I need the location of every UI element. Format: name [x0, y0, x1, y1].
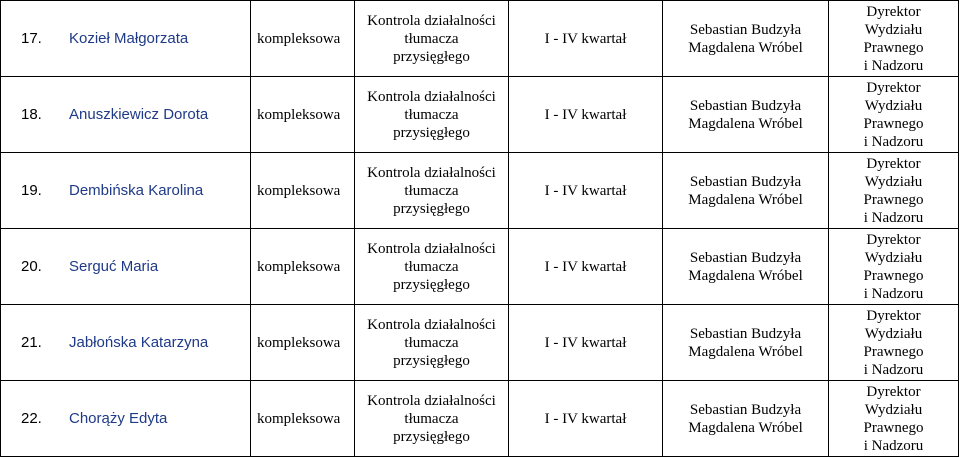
unit-line: Dyrektor: [866, 231, 921, 248]
translator-name: Dembińska Karolina: [69, 181, 204, 199]
unit-line: Dyrektor: [866, 155, 921, 172]
inspectors: [663, 77, 829, 153]
unit-line: i Nadzoru: [863, 209, 924, 226]
translator-cell: [1, 1, 251, 77]
table-row: [1, 1, 959, 77]
inspector-name: Sebastian Budzyła: [689, 173, 802, 190]
subject-line: tłumacza: [404, 30, 459, 47]
inspection-period: I - IV kwartał: [509, 305, 663, 381]
inspector-name: Sebastian Budzyła: [689, 21, 802, 38]
subject-line: tłumacza: [404, 258, 459, 275]
table-body: [1, 1, 959, 457]
responsible-unit: [829, 1, 959, 77]
translator-name: Serguć Maria: [69, 257, 159, 275]
unit-line: Wydziału: [864, 97, 923, 114]
inspectors: [663, 381, 829, 457]
inspector-name: Magdalena Wróbel: [688, 419, 803, 436]
translator-name: Chorąży Edyta: [69, 409, 168, 427]
subject-line: Kontrola działalności: [367, 240, 496, 257]
inspection-type: kompleksowa: [251, 1, 355, 77]
row-number: 17.: [21, 29, 42, 47]
subject-line: tłumacza: [404, 334, 459, 351]
subject-line: przysięgłego: [393, 352, 470, 369]
inspection-subject: [355, 1, 509, 77]
translator-cell: [1, 229, 251, 305]
row-number: 22.: [21, 409, 42, 427]
subject-line: tłumacza: [404, 410, 459, 427]
responsible-unit: [829, 381, 959, 457]
responsible-unit: [829, 229, 959, 305]
subject-line: tłumacza: [404, 182, 459, 199]
responsible-unit: [829, 77, 959, 153]
row-number: 18.: [21, 105, 42, 123]
row-number: 19.: [21, 181, 42, 199]
unit-line: Wydziału: [864, 21, 923, 38]
inspection-period: I - IV kwartał: [509, 153, 663, 229]
unit-line: Dyrektor: [866, 3, 921, 20]
subject-line: przysięgłego: [393, 428, 470, 445]
table-row: [1, 381, 959, 457]
subject-line: Kontrola działalności: [367, 88, 496, 105]
table-row: [1, 153, 959, 229]
inspection-type: kompleksowa: [251, 153, 355, 229]
inspection-subject: [355, 381, 509, 457]
inspectors: [663, 153, 829, 229]
unit-line: i Nadzoru: [863, 361, 924, 378]
subject-line: Kontrola działalności: [367, 316, 496, 333]
inspector-name: Sebastian Budzyła: [689, 97, 802, 114]
subject-line: przysięgłego: [393, 276, 470, 293]
unit-line: i Nadzoru: [863, 57, 924, 74]
inspector-name: Sebastian Budzyła: [689, 325, 802, 342]
unit-line: Prawnego: [863, 115, 924, 132]
inspection-period: I - IV kwartał: [509, 229, 663, 305]
inspection-period: I - IV kwartał: [509, 77, 663, 153]
inspector-name: Magdalena Wróbel: [688, 267, 803, 284]
table-row: [1, 77, 959, 153]
subject-line: Kontrola działalności: [367, 392, 496, 409]
inspection-period: I - IV kwartał: [509, 381, 663, 457]
translator-cell: [1, 77, 251, 153]
translator-cell: [1, 153, 251, 229]
unit-line: i Nadzoru: [863, 133, 924, 150]
inspectors: [663, 1, 829, 77]
responsible-unit: [829, 153, 959, 229]
unit-line: i Nadzoru: [863, 285, 924, 302]
table-row: [1, 305, 959, 381]
unit-line: Wydziału: [864, 249, 923, 266]
subject-line: przysięgłego: [393, 200, 470, 217]
translator-name: Kozieł Małgorzata: [69, 29, 189, 47]
row-number: 21.: [21, 333, 42, 351]
inspection-type: kompleksowa: [251, 229, 355, 305]
unit-line: Prawnego: [863, 267, 924, 284]
inspector-name: Sebastian Budzyła: [689, 249, 802, 266]
subject-line: przysięgłego: [393, 124, 470, 141]
translator-cell: [1, 381, 251, 457]
inspectors: [663, 305, 829, 381]
unit-line: Dyrektor: [866, 79, 921, 96]
translator-cell: [1, 305, 251, 381]
translator-name: Jabłońska Katarzyna: [69, 333, 209, 351]
unit-line: Prawnego: [863, 419, 924, 436]
unit-line: i Nadzoru: [863, 437, 924, 454]
unit-line: Wydziału: [864, 173, 923, 190]
table-row: [1, 229, 959, 305]
inspector-name: Magdalena Wróbel: [688, 115, 803, 132]
subject-line: Kontrola działalności: [367, 164, 496, 181]
unit-line: Prawnego: [863, 343, 924, 360]
inspectors: [663, 229, 829, 305]
inspector-name: Magdalena Wróbel: [688, 191, 803, 208]
inspector-name: Magdalena Wróbel: [688, 39, 803, 56]
unit-line: Wydziału: [864, 325, 923, 342]
responsible-unit: [829, 305, 959, 381]
inspection-type: kompleksowa: [251, 305, 355, 381]
inspection-type: kompleksowa: [251, 381, 355, 457]
inspection-subject: [355, 229, 509, 305]
inspection-period: I - IV kwartał: [509, 1, 663, 77]
unit-line: Wydziału: [864, 401, 923, 418]
subject-line: przysięgłego: [393, 48, 470, 65]
inspector-name: Magdalena Wróbel: [688, 343, 803, 360]
translator-name: Anuszkiewicz Dorota: [69, 105, 209, 123]
inspector-name: Sebastian Budzyła: [689, 401, 802, 418]
unit-line: Dyrektor: [866, 383, 921, 400]
inspection-subject: [355, 153, 509, 229]
subject-line: Kontrola działalności: [367, 12, 496, 29]
inspection-subject: [355, 305, 509, 381]
unit-line: Prawnego: [863, 191, 924, 208]
subject-line: tłumacza: [404, 106, 459, 123]
unit-line: Dyrektor: [866, 307, 921, 324]
row-number: 20.: [21, 257, 42, 275]
inspection-type: kompleksowa: [251, 77, 355, 153]
unit-line: Prawnego: [863, 39, 924, 56]
inspection-subject: [355, 77, 509, 153]
